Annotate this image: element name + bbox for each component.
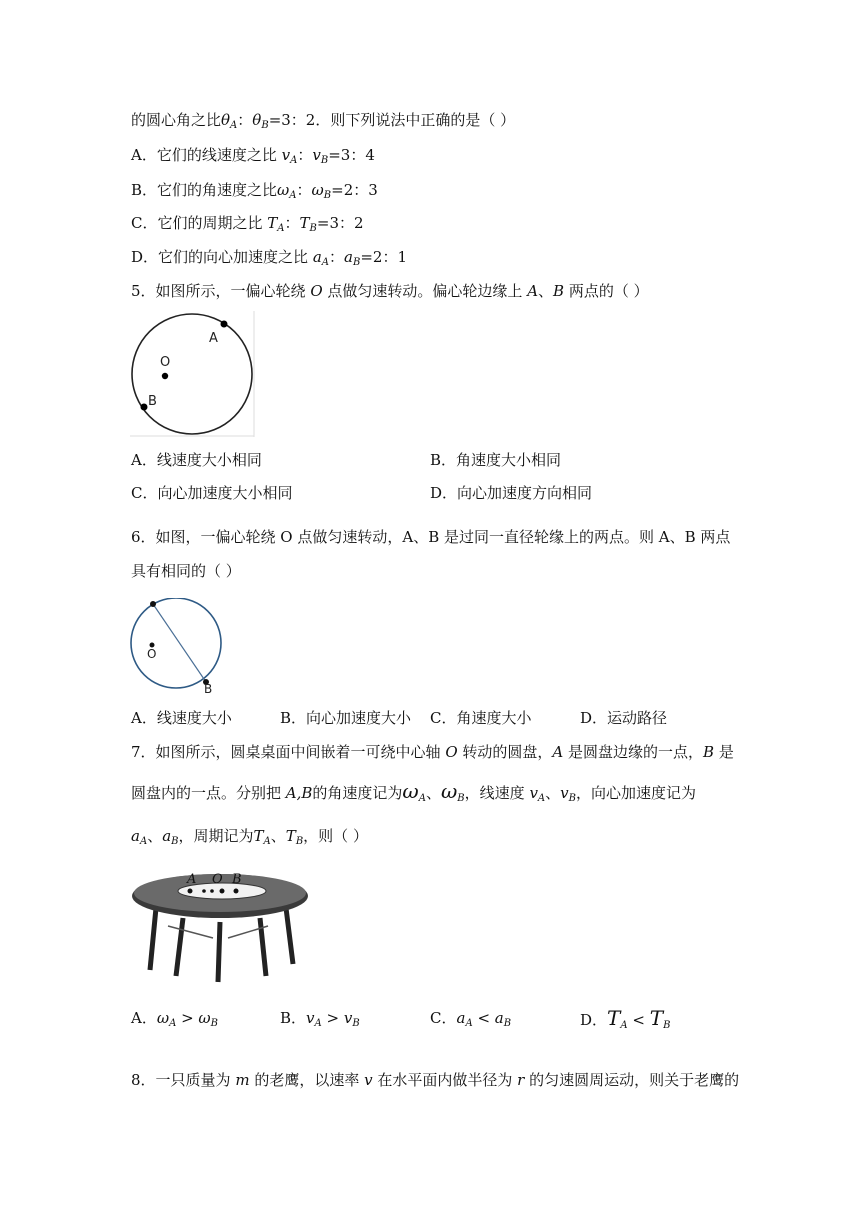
q6-option-c: C．角速度大小 (430, 709, 532, 727)
q4-option-a: A．它们的线速度之比 $v_A$：$v_B=3$：4 (131, 146, 375, 166)
table-leg (150, 908, 156, 970)
point-o-dot (162, 373, 168, 379)
point-b-dot (141, 404, 148, 411)
label-a: A (187, 872, 197, 887)
q7-stem-line1: 7．如图所示，圆桌桌面中间嵌着一可绕中心轴 O 转动的圆盘，A 是圆盘边缘的一点，B 是 (131, 743, 734, 761)
point-b-dot (234, 889, 239, 894)
q6-option-b: B．向心加速度大小 (280, 709, 412, 727)
point-a-dot (150, 601, 156, 607)
q5-stem: 5．如图所示，一偏心轮绕 O 点做匀速转动。偏心轮边缘上 A、B 两点的（ ） (131, 282, 649, 300)
q6-stem-line1: 6．如图，一偏心轮绕 O 点做匀速转动，A、B 是过同一直径轮缘上的两点。则 A、B 两点 (131, 528, 731, 546)
label-b: B (232, 872, 242, 887)
q6-stem-line2: 具有相同的（ ） (131, 562, 241, 580)
q7-round-table-figure (128, 866, 308, 984)
q7-stem-line2: 圆盘内的一点。分别把 A,B的角速度记为$\omega_A$、$\omega_B$，线速度 $v_A$、$v_B$，向心加速度记为 (131, 779, 697, 804)
disc-dot (202, 889, 206, 893)
q7-stem-line3: $a_A$、$a_B$，周期记为$T_A$、$T_B$，则（ ） (131, 827, 368, 847)
point-a-dot (221, 321, 228, 328)
label-b: B (204, 682, 213, 696)
label-b: B (148, 394, 157, 409)
q5-option-c: C．向心加速度大小相同 (131, 484, 293, 502)
q5-option-d: D．向心加速度方向相同 (430, 484, 593, 502)
point-a-dot (188, 889, 193, 894)
q7-option-a: A．$\omega_A > \omega_B$ (131, 1009, 219, 1029)
q7-option-b: B．$v_A > v_B$ (280, 1009, 360, 1029)
q5-option-a: A．线速度大小相同 (131, 451, 262, 469)
point-o-dot (220, 889, 225, 894)
wheel-circle (131, 598, 221, 688)
table-leg (218, 922, 220, 982)
q6-eccentric-wheel-figure (126, 598, 230, 696)
q7-option-d: D．$T_A < T_B$ (580, 1006, 671, 1031)
q4-stem-tail: 的圆心角之比$\theta_A$：$\theta_B=3$：2．则下列说法中正确的是（ ） (131, 111, 516, 131)
q5-eccentric-wheel-figure (128, 309, 258, 439)
label-a: A (209, 331, 218, 346)
q4-option-d: D．它们的向心加速度之比 $a_A$：$a_B=2$：1 (131, 248, 407, 268)
table-leg (286, 908, 293, 964)
q6-option-a: A．线速度大小 (131, 709, 232, 727)
q4-option-c: C．它们的周期之比 $T_A$：$T_B=3$：2 (131, 214, 364, 234)
q4-option-b: B．它们的角速度之比$\omega_A$：$\omega_B=2$：3 (131, 181, 378, 201)
table-rail (168, 926, 213, 938)
q6-option-d: D．运动路径 (580, 709, 668, 727)
q5-option-b: B．角速度大小相同 (430, 451, 562, 469)
disc-dot (210, 889, 214, 893)
table-leg (176, 918, 183, 976)
diameter-line (153, 604, 206, 682)
label-o: O (160, 355, 171, 370)
q8-stem: 8．一只质量为 m 的老鹰，以速率 v 在水平面内做半径为 r 的匀速圆周运动，则关于老鹰的 (131, 1071, 740, 1089)
label-o: O (147, 647, 157, 661)
label-o: O (212, 872, 223, 887)
wheel-circle (132, 314, 252, 434)
q7-option-c: C．$a_A < a_B$ (430, 1009, 512, 1029)
